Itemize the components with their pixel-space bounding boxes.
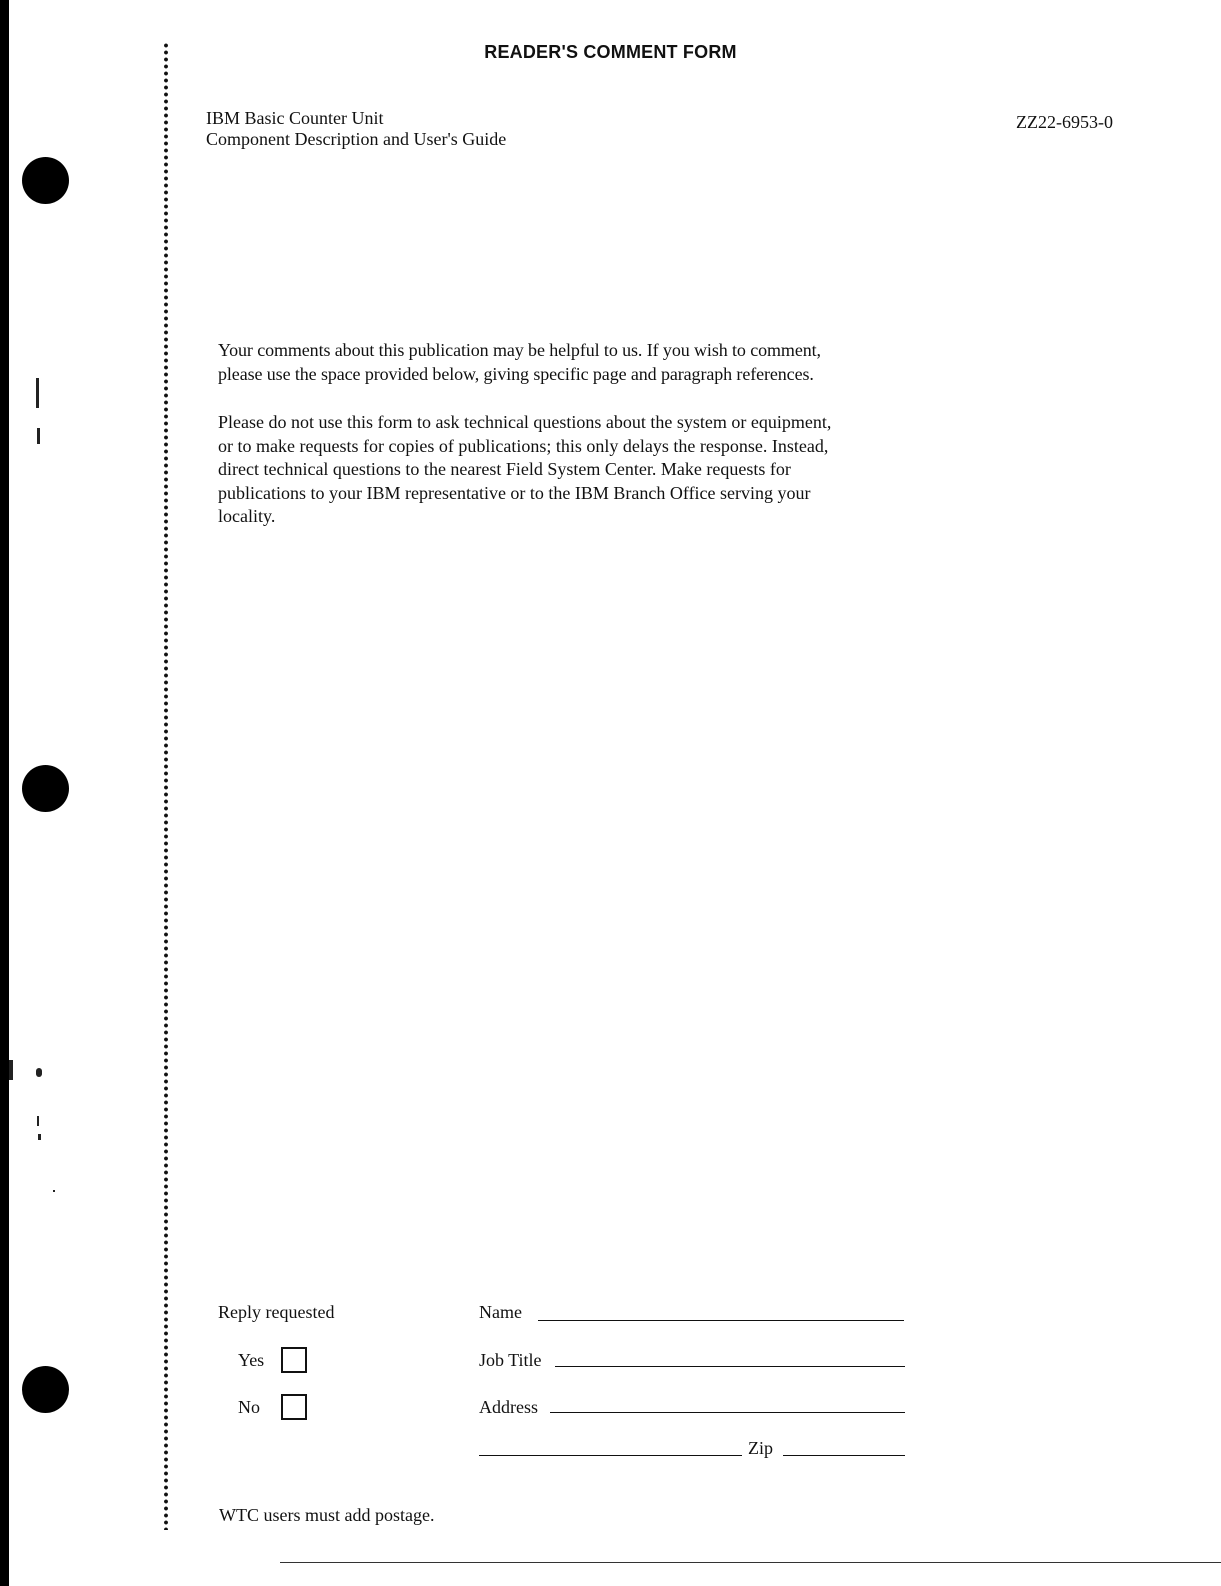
binder-hole-top xyxy=(22,157,69,204)
form-title: READER'S COMMENT FORM xyxy=(484,42,737,62)
reply-no-label: No xyxy=(238,1397,260,1417)
instructions-line: or to make requests for copies of publications; this only delays the response. Instead, xyxy=(218,435,829,456)
instructions-line: direct technical questions to the nearest Field System Center. Make requests for xyxy=(218,459,791,479)
job-title-label: Job Title xyxy=(479,1350,542,1370)
scan-mark xyxy=(53,1190,55,1192)
binder-hole-middle xyxy=(22,765,69,812)
publication-title-line: Component Description and User's Guide xyxy=(206,129,507,149)
form-number: ZZ22-6953-0 xyxy=(1016,112,1113,132)
page-left-edge xyxy=(0,0,9,1586)
scan-mark xyxy=(9,1060,13,1080)
instructions-line: locality. xyxy=(218,506,276,526)
reply-no-checkbox[interactable] xyxy=(281,1394,307,1420)
reply-yes-checkbox[interactable] xyxy=(281,1347,307,1373)
scan-mark xyxy=(37,1116,39,1126)
perforation-line xyxy=(163,42,169,1530)
intro-paragraph xyxy=(218,339,938,386)
name-label: Name xyxy=(479,1302,522,1322)
scan-mark xyxy=(38,1134,41,1140)
reply-requested-label: Reply requested xyxy=(218,1302,335,1322)
zip-label: Zip xyxy=(748,1438,773,1458)
reply-yes-label: Yes xyxy=(238,1350,265,1370)
name-field[interactable] xyxy=(538,1320,904,1321)
scan-mark xyxy=(37,428,40,444)
address-field[interactable] xyxy=(550,1412,905,1413)
instructions-paragraph xyxy=(218,411,938,529)
instructions-line: publications to your IBM representative or to the IBM Branch Office serving your xyxy=(218,482,811,503)
instructions-line: Please do not use this form to ask technical questions about the system or equipment, xyxy=(218,412,832,432)
zip-field[interactable] xyxy=(783,1455,905,1456)
intro-line: Your comments about this publication may be helpful to us. If you wish to comment, xyxy=(218,340,821,360)
address-line-2-field[interactable] xyxy=(479,1455,742,1456)
scan-mark xyxy=(36,378,39,408)
binder-hole-bottom xyxy=(22,1366,69,1413)
job-title-field[interactable] xyxy=(555,1366,905,1367)
address-label: Address xyxy=(479,1397,538,1417)
scan-mark xyxy=(36,1068,42,1077)
intro-line: please use the space provided below, giving specific page and paragraph references. xyxy=(218,363,814,384)
bottom-rule xyxy=(280,1562,1221,1563)
publication-title-line: IBM Basic Counter Unit xyxy=(206,108,384,128)
postage-note: WTC users must add postage. xyxy=(219,1505,435,1525)
publication-title xyxy=(206,108,506,150)
